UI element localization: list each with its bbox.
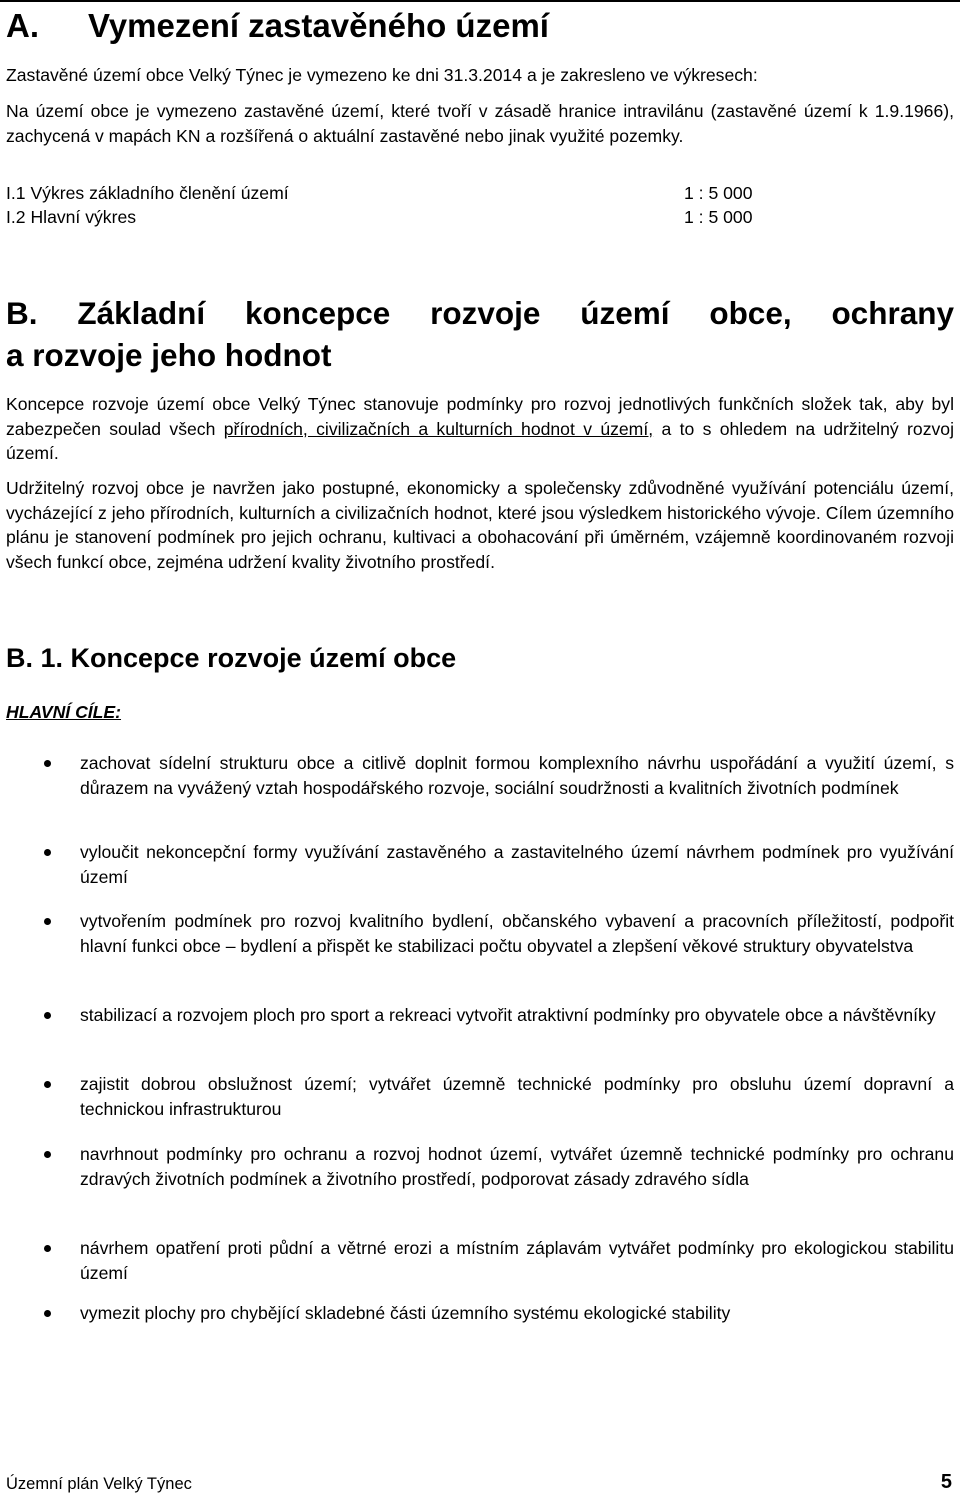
- section-b-title-word: koncepce: [244, 295, 391, 331]
- section-b1-heading: B. 1. Koncepce rozvoje území obce: [6, 643, 457, 673]
- underlined-values-text: přírodních, civilizačních a kulturních hodnot v území,: [223, 418, 654, 439]
- bullet-icon: [44, 1151, 51, 1158]
- paragraph-text: Koncepce rozvoje území obce Velký Týnec stanovuje podmínky pro rozvoj jednotlivých funkčních složek tak, aby byl zabezpečen soulad všech: [6, 394, 954, 439]
- footer-document-title: Územní plán Velký Týnec: [6, 1475, 192, 1493]
- section-b-label: B.: [6, 295, 38, 331]
- bullet-icon: [44, 1310, 51, 1317]
- list-item-text: navrhnout podmínky pro ochranu a rozvoj hodnot území, vytvářet územně technické podmínky pro ochranu zdravých životních podmínek a životního prostředí, podporovat zásady zdravého sídla: [80, 1144, 954, 1189]
- section-a-label: A.: [6, 7, 39, 44]
- drawing-name: I.2 Hlavní výkres: [6, 207, 137, 227]
- section-b-paragraph-2: Udržitelný rozvoj obce je navržen jako postupné, ekonomicky a společensky zdůvodněné využívání potenciálu území, vycházející z jeho přírodních, kulturních a civilizačních hodnot, které jsou výsledkem historického vývoje. Cílem územního plánu je stanovení podmínek pro jejich ochranu, kultivaci a obohacování při úměrném, vzájemně koordinovaném rozvoji všech funkcí obce, zejména udržení kvality životního prostředí.: [6, 478, 954, 572]
- bullet-icon: [44, 849, 51, 856]
- bullet-icon: [44, 1245, 51, 1252]
- section-b-title-word: území: [580, 295, 670, 331]
- section-b-title-line-2: a rozvoje jeho hodnot: [6, 337, 332, 373]
- list-item-text: stabilizací a rozvojem ploch pro sport a rekreaci vytvořit atraktivní podmínky pro obyvatele obce a návštěvníky: [80, 1005, 936, 1025]
- section-b-title-word: ochrany: [831, 295, 954, 331]
- list-item-text: vymezit plochy pro chybějící skladebné části územního systému ekologické stability: [80, 1303, 731, 1323]
- section-a-heading: [6, 4, 549, 48]
- section-b-title-word: Základní: [77, 295, 206, 331]
- drawing-scale: 1 : 5 000: [684, 207, 753, 227]
- bullet-icon: [44, 1081, 51, 1088]
- list-item-text: zajistit dobrou obslužnost území; vytvářet územně technické podmínky pro obsluhu území dopravní a technickou infrastrukturou: [80, 1074, 954, 1119]
- section-b-title-word: obce,: [709, 295, 792, 331]
- list-item-text: návrhem opatření proti půdní a větrné erozi a místním záplavám vytvářet podmínky pro ekologickou stabilitu území: [80, 1238, 954, 1283]
- bullet-icon: [44, 918, 51, 925]
- top-rule: [0, 0, 960, 2]
- list-item-text: zachovat sídelní strukturu obce a citlivě doplnit formou komplexního návrhu uspořádání a využití území, s důrazem na vyvážený vztah hospodářského rozvoje, sociální soudržnosti a kvalitních životních podmínek: [80, 753, 954, 798]
- section-a-title: Vymezení zastavěného území: [88, 7, 549, 44]
- bullet-icon: [44, 760, 51, 767]
- drawing-name: I.1 Výkres základního členění území: [6, 183, 289, 203]
- bullet-icon: [44, 1012, 51, 1019]
- section-b-paragraph-1: [6, 392, 954, 466]
- goals-heading: HLAVNÍ CÍLE:: [6, 702, 122, 722]
- drawing-scale: 1 : 5 000: [684, 183, 753, 203]
- footer-page-number: 5: [940, 1471, 952, 1493]
- paragraph-text: a to s ohledem na udržitelný rozvoj území.: [6, 418, 954, 463]
- section-a-paragraph-1: Zastavěné území obce Velký Týnec je vymezeno ke dni 31.3.2014 a je zakresleno ve výkresech:: [6, 65, 758, 85]
- list-item-text: vytvořením podmínek pro rozvoj kvalitního bydlení, občanského vybavení a pracovních příležitostí, podpořit hlavní funkci obce – bydlení a přispět ke stabilizaci počtu obyvatel a zlepšení věkové struktury obyvatelstva: [80, 911, 954, 956]
- section-b-heading: [6, 292, 954, 376]
- section-b-title-word: rozvoje: [430, 295, 541, 331]
- list-item-text: vyloučit nekoncepční formy využívání zastavěného a zastavitelného území návrhem podmínek pro využívání území: [80, 842, 954, 887]
- section-a-paragraph-2: Na území obce je vymezeno zastavěné území, které tvoří v zásadě hranice intravilánu (zastavěné území k 1.9.1966), zachycená v mapách KN a rozšířená o aktuální zastavěné nebo jinak využité pozemky.: [6, 101, 954, 146]
